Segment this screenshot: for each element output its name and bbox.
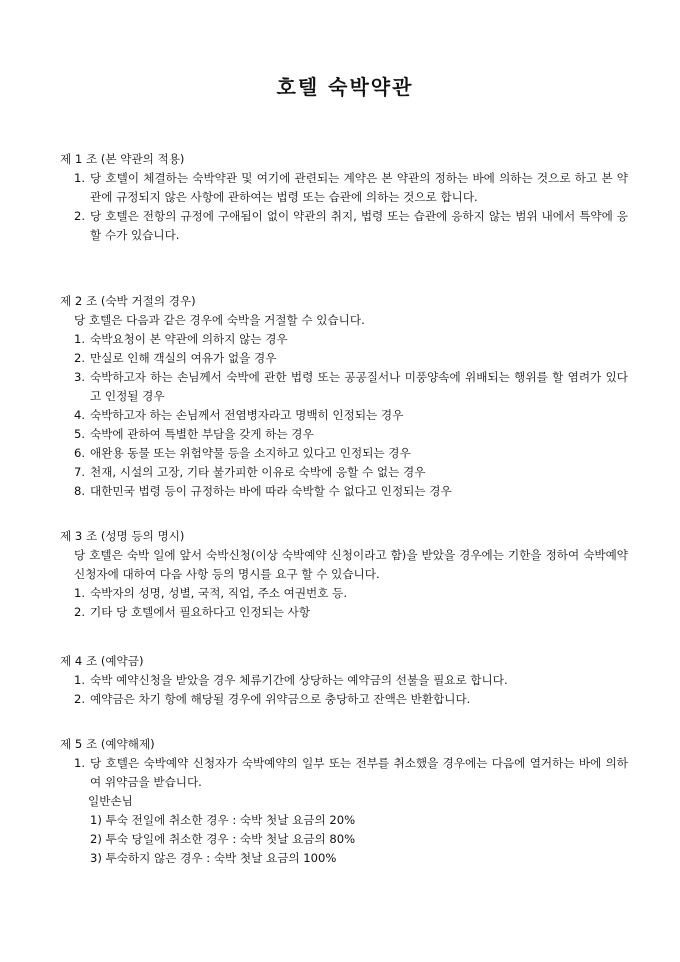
item-text: 당 호텔은 전항의 규정에 구애됨이 없이 약관의 취지, 법령 또는 습관에 응하지 않는 범위 내에서 특약에 응할 수가 있습니다. — [90, 209, 628, 242]
list-item — [60, 368, 628, 406]
sub-heading: 일반손님 — [88, 794, 133, 808]
item-number: 6. — [74, 446, 86, 460]
item-number: 1. — [74, 756, 86, 770]
list-item — [60, 463, 628, 482]
item-text: 숙박하고자 하는 손님께서 전염병자라고 명백히 인정되는 경우 — [90, 408, 404, 422]
item-text: 예약금은 차기 항에 해당될 경우에 위약금으로 충당하고 잔액은 반환합니다. — [90, 692, 471, 706]
list-item — [60, 207, 628, 245]
item-number: 8. — [74, 484, 86, 498]
item-text: 기타 당 호텔에서 필요하다고 인정되는 사항 — [90, 605, 311, 619]
item-text: 천재, 시설의 고장, 기타 불가피한 이유로 숙박에 응할 수 없는 경우 — [90, 465, 426, 479]
item-number: 2. — [74, 351, 86, 365]
list-item — [60, 754, 628, 792]
list-item — [60, 690, 628, 709]
article-heading: 제 5 조 (예약해제) — [60, 737, 155, 751]
item-text: 숙박자의 성명, 성별, 국적, 직업, 주소 여권번호 등. — [90, 586, 348, 600]
list-item — [60, 482, 628, 501]
list-item — [60, 406, 628, 425]
item-number: 2. — [74, 209, 86, 223]
item-text: 대한민국 법령 등이 규정하는 바에 따라 숙박할 수 없다고 인정되는 경우 — [90, 484, 452, 498]
item-number: 5. — [74, 427, 86, 441]
article-heading: 제 4 조 (예약금) — [60, 654, 144, 668]
list-item — [60, 444, 628, 463]
article-4 — [60, 652, 628, 709]
article-5 — [60, 735, 628, 868]
item-text: 숙박 예약신청을 받았을 경우 체류기간에 상당하는 예약금의 선불을 필요로 합니다. — [90, 673, 508, 687]
list-item — [60, 169, 628, 207]
article-intro: 당 호텔은 다음과 같은 경우에 숙박을 거절할 수 있습니다. — [74, 313, 365, 327]
article-2 — [60, 292, 628, 501]
item-number: 2. — [74, 605, 86, 619]
sub-list-item: 3) 투숙하지 않은 경우 : 숙박 첫날 요금의 100% — [90, 851, 337, 865]
article-1 — [60, 150, 628, 245]
sub-list-item: 1) 투숙 전일에 취소한 경우 : 숙박 첫날 요금의 20% — [90, 813, 356, 827]
item-text: 당 호텔이 체결하는 숙박약관 및 여기에 관련되는 계약은 본 약관의 정하는 바에 의하는 것으로 하고 본 약관에 규정되지 않은 사항에 관하여는 법령 또는 습관에 의하는 것으로 합니다. — [90, 171, 628, 204]
article-intro: 당 호텔은 숙박 일에 앞서 숙박신청(이상 숙박예약 신청이라고 함)을 받았을 경우에는 기한을 정하여 숙박예약 신청자에 대하여 다음 사항 등의 명시를 요구 할 수 있습니다. — [74, 548, 628, 581]
article-heading: 제 2 조 (숙박 거절의 경우) — [60, 294, 196, 308]
list-item — [60, 671, 628, 690]
item-text: 당 호텔은 숙박예약 신청자가 숙박예약의 일부 또는 전부를 취소했을 경우에는 다음에 열거하는 바에 의하여 위약금을 받습니다. — [90, 756, 628, 789]
item-number: 1. — [74, 673, 86, 687]
document-title: 호텔 숙박약관 — [276, 75, 414, 99]
article-3 — [60, 527, 628, 622]
item-number: 1. — [74, 332, 86, 346]
item-number: 1. — [74, 586, 86, 600]
item-number: 7. — [74, 465, 86, 479]
list-item — [60, 584, 628, 603]
item-number: 1. — [74, 171, 86, 185]
item-number: 2. — [74, 692, 86, 706]
item-number: 3. — [74, 370, 86, 384]
list-item — [60, 349, 628, 368]
item-number: 4. — [74, 408, 86, 422]
item-text: 만실로 인해 객실의 여유가 없을 경우 — [90, 351, 277, 365]
list-item — [60, 425, 628, 444]
list-item — [60, 603, 628, 622]
article-heading: 제 3 조 (성명 등의 명시) — [60, 529, 185, 543]
item-text: 숙박요청이 본 약관에 의하지 않는 경우 — [90, 332, 288, 346]
sub-list-item: 2) 투숙 당일에 취소한 경우 : 숙박 첫날 요금의 80% — [90, 832, 356, 846]
item-text: 숙박하고자 하는 손님께서 숙박에 관한 법령 또는 공공질서나 미풍양속에 위배되는 행위를 할 염려가 있다고 인정될 경우 — [90, 370, 628, 403]
item-text: 애완용 동물 또는 위험약물 등을 소지하고 있다고 인정되는 경우 — [90, 446, 411, 460]
list-item — [60, 330, 628, 349]
article-heading: 제 1 조 (본 약관의 적용) — [60, 152, 185, 166]
item-text: 숙박에 관하여 특별한 부담을 갖게 하는 경우 — [90, 427, 314, 441]
